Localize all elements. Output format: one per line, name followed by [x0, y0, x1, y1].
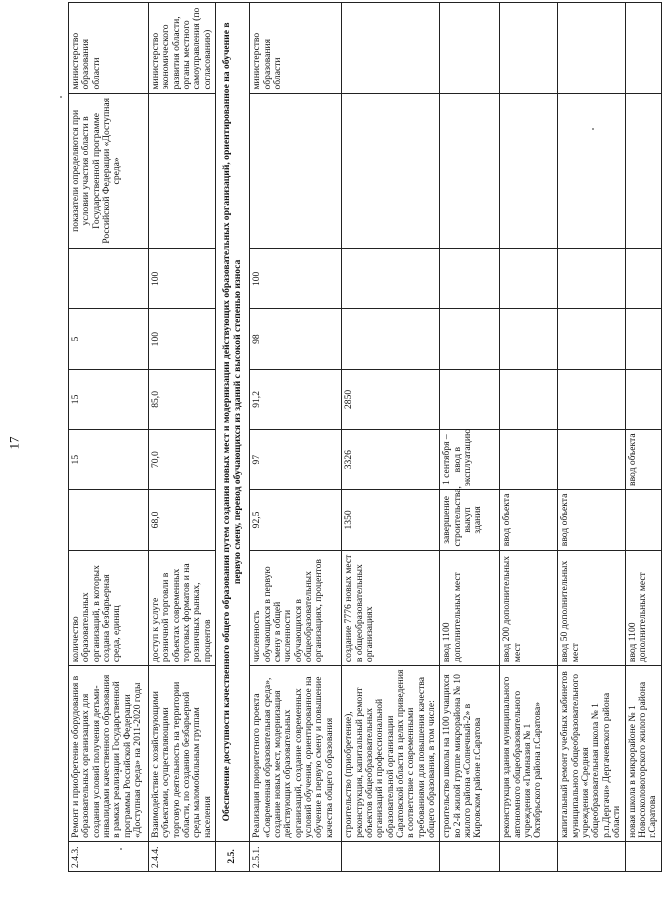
cell-executor: министерство экономического развития области, органы местного самоуправления (по согласованию) — [149, 3, 216, 94]
cell-v3 — [558, 369, 625, 429]
cell-indicator: ввод 50 дополнительных мест — [558, 550, 625, 666]
cell-source — [149, 93, 216, 249]
cell-v1: 92,5 — [250, 490, 342, 550]
cell-source — [500, 93, 558, 249]
cell-v5: 100 — [149, 249, 216, 309]
cell-v4: 100 — [149, 309, 216, 369]
table-row — [625, 3, 661, 872]
cell-v3 — [500, 369, 558, 429]
cell-no — [342, 841, 440, 871]
page-number: 17 — [6, 436, 22, 450]
cell-v5 — [342, 249, 440, 309]
cell-v1: ввод объекта — [558, 490, 625, 550]
table-row — [500, 3, 558, 872]
rotated-table-container — [68, 2, 659, 872]
cell-name: Взаимодействие с хозяйствующими субъектами, осуществляющими торговую деятельность на территории области, по созданию безбарьерной среды маломобильным группам населения — [149, 666, 216, 842]
cell-name: новая школа в микрорайоне № 1 Новосоколовогорского жилого района г.Саратова — [625, 666, 661, 842]
cell-v4: 98 — [250, 309, 342, 369]
cell-no — [625, 841, 661, 871]
cell-name: реконструкция здания муниципального автономного общеобразовательного учреждения «Гимназия № 1 Октябрьского района г.Саратова» — [500, 666, 558, 842]
cell-v3: 15 — [69, 369, 149, 429]
cell-indicator: численность обучающихся в первую смену в общей численности обучающихся в общеобразовательных организациях, процентов — [250, 550, 342, 666]
cell-indicator: ввод 1100 дополнительных мест — [440, 550, 500, 666]
cell-v3: 2850 — [342, 369, 440, 429]
cell-v1: 68,0 — [149, 490, 216, 550]
cell-source: показатели определяются при условии участия области в Государственной программе Российской Федерации «Доступная среда» — [69, 93, 149, 249]
cell-v1 — [69, 490, 149, 550]
cell-no: 2.4.4. — [149, 841, 216, 871]
cell-no — [558, 841, 625, 871]
cell-v4 — [440, 309, 500, 369]
cell-indicator: ввод 200 дополнительных мест — [500, 550, 558, 666]
cell-no — [440, 841, 500, 871]
cell-executor — [625, 3, 661, 94]
cell-name: капитальный ремонт учебных кабинетов муниципального общеобразовательного учреждения «Средняя общеобразовательная школа № 1 р.п.Дергачи» Дергачевского района области — [558, 666, 625, 842]
cell-no — [500, 841, 558, 871]
cell-source — [558, 93, 625, 249]
cell-source — [440, 93, 500, 249]
cell-v2: 1 сентября – ввод в эксплуатацию — [440, 430, 500, 490]
section-number: 2.5. — [216, 841, 250, 871]
cell-v2: 3326 — [342, 430, 440, 490]
cell-v1: завершение строительства, выкуп здания — [440, 490, 500, 550]
cell-v3 — [625, 369, 661, 429]
section-title: Обеспечение доступности качественного общего образования путем создания новых мест и модернизации действующих образовательных организаций, ориентированное на обучение в первую смену, перевод обучающихся из зданий с высокой степенью износа — [216, 3, 250, 842]
table-row — [342, 3, 440, 872]
cell-executor — [558, 3, 625, 94]
cell-source — [250, 93, 342, 249]
table-row — [149, 3, 216, 872]
cell-v3: 91,2 — [250, 369, 342, 429]
cell-name: строительство (приобретение), реконструкция, капитальный ремонт объектов общеобразовательных организаций и профессиональной образовательной организации Саратовской области в целях приведения в соответствие с современными требованиями для повышения качества общего образования, в том числе: — [342, 666, 440, 842]
cell-no: 2.5.1. — [250, 841, 342, 871]
cell-executor — [342, 3, 440, 94]
cell-v5 — [558, 249, 625, 309]
cell-no: 2.4.3. — [69, 841, 149, 871]
cell-v4 — [342, 309, 440, 369]
cell-v3: 85,0 — [149, 369, 216, 429]
cell-v2: 15 — [69, 430, 149, 490]
cell-v5 — [440, 249, 500, 309]
cell-executor: министерство образования области — [69, 3, 149, 94]
cell-name: Ремонт и приобретение оборудования в образовательных организациях для создания условий получения детьми-инвалидами качественного образования в рамках реализации Государственной программы Российской Федерации «Доступная среда» на 2011-2020 годы — [69, 666, 149, 842]
cell-v1 — [625, 490, 661, 550]
cell-source — [342, 93, 440, 249]
cell-v5 — [500, 249, 558, 309]
cell-name: строительство школы на 1100 учащихся во 2-й жилой группе микрорайона № 10 жилого района «Солнечный-2» в Кировском районе г.Саратова — [440, 666, 500, 842]
cell-v1: ввод объекта — [500, 490, 558, 550]
cell-indicator: ввод 1100 дополнительных мест — [625, 550, 661, 666]
program-table — [68, 2, 662, 872]
cell-v4 — [500, 309, 558, 369]
cell-v4 — [625, 309, 661, 369]
cell-v2 — [558, 430, 625, 490]
cell-indicator: создание 7776 новых мест в общеобразовательных организациях — [342, 550, 440, 666]
cell-v2: ввод объекта — [625, 430, 661, 490]
cell-source — [625, 93, 661, 249]
cell-v5 — [625, 249, 661, 309]
cell-indicator: доступ к услуге розничной торговли в объектах современных торговых форматов и на розничных рынках, процентов — [149, 550, 216, 666]
cell-v1: 1350 — [342, 490, 440, 550]
cell-v4: 5 — [69, 309, 149, 369]
table-row — [440, 3, 500, 872]
table-row — [69, 3, 149, 872]
cell-executor — [440, 3, 500, 94]
cell-indicator: количество образовательных организаций, в которых создана безбарьерная среда, единиц — [69, 550, 149, 666]
cell-v2: 70,0 — [149, 430, 216, 490]
cell-v5 — [69, 249, 149, 309]
cell-v3 — [440, 369, 500, 429]
cell-executor: министерство образования области — [250, 3, 342, 94]
table-row — [558, 3, 625, 872]
cell-v4 — [558, 309, 625, 369]
section-row — [216, 3, 250, 872]
table-row — [250, 3, 342, 872]
cell-v5: 100 — [250, 249, 342, 309]
cell-v2 — [500, 430, 558, 490]
cell-name: Реализация приоритетного проекта «Современная образовательная среда», создание новых мест, модернизация действующих образовательных организаций, создание современных условий обучения, ориентированное на обучение в первую смену и повышение качества общего образования — [250, 666, 342, 842]
cell-executor — [500, 3, 558, 94]
cell-v2: 97 — [250, 430, 342, 490]
